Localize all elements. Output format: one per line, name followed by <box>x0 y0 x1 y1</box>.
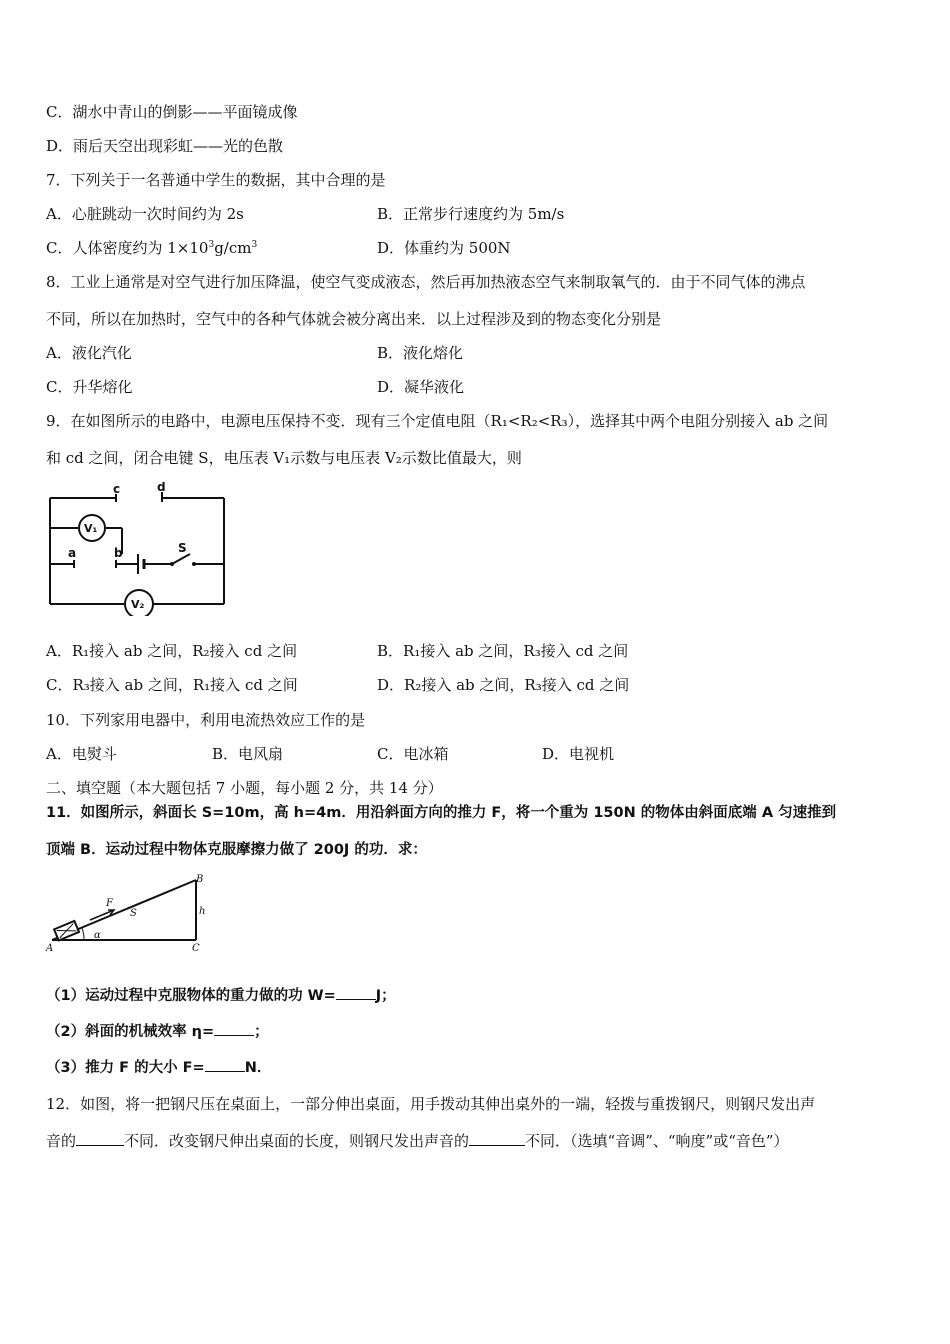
q10-stem: 10．下列家用电器中，利用电流热效应工作的是 <box>46 711 366 729</box>
incline-diagram <box>44 870 214 954</box>
q8-option-a: A．液化汽化 <box>46 344 132 362</box>
q11-p2-text: （2）斜面的机械效率 η= <box>46 1024 215 1040</box>
point-b-label: B <box>196 874 204 885</box>
q11-p1-blank[interactable] <box>336 985 376 1000</box>
circuit-diagram <box>44 482 234 616</box>
block-icon <box>54 921 79 941</box>
q11-part-1 <box>46 985 396 1006</box>
length-s-label: S <box>130 908 137 919</box>
q9-option-c: C．R₃接入 ab 之间，R₁接入 cd 之间 <box>46 676 298 694</box>
q11-stem-line1: 11．如图所示，斜面长 S=10m，高 h=4m．用沿斜面方向的推力 F，将一个重为 150N 的物体由斜面底端 A 匀速推到 <box>46 805 837 821</box>
q8-option-d: D．凝华液化 <box>377 378 465 396</box>
q12-text-a: 音的 <box>46 1132 77 1150</box>
q7-c-mid: g/cm <box>214 239 252 257</box>
q12-stem-line2 <box>46 1131 789 1151</box>
q12-blank-1[interactable] <box>76 1131 124 1146</box>
terminal-c-label: c <box>113 482 121 496</box>
q12-text-c: 不同．（选填“音调”、“响度”或“音色”） <box>525 1132 789 1150</box>
q11-part-2 <box>46 1021 269 1042</box>
q11-p3-text: （3）推力 F 的大小 F= <box>46 1060 205 1076</box>
q7-option-d: D．体重约为 500N <box>377 239 511 257</box>
v1-label: V₁ <box>84 522 98 535</box>
q12-text-b: 不同．改变钢尺伸出桌面的长度，则钢尺发出声音的 <box>124 1132 470 1150</box>
q9-stem-line2: 和 cd 之间，闭合电键 S，电压表 V₁示数与电压表 V₂示数比值最大，则 <box>46 449 522 467</box>
q7-c-exp: 3 <box>208 240 215 250</box>
q8-option-b: B．液化熔化 <box>377 344 464 362</box>
q10-option-a: A．电熨斗 <box>46 745 117 763</box>
terminal-b-label: b <box>114 546 123 560</box>
q10-option-b: B．电风扇 <box>212 745 284 763</box>
q12-stem-line1: 12．如图，将一把钢尺压在桌面上，一部分伸出桌面，用手拨动其伸出桌外的一端，轻拨与重拨钢尺，则钢尺发出声 <box>46 1095 816 1113</box>
q9-stem-line1: 9．在如图所示的电路中，电源电压保持不变．现有三个定值电阻（R₁<R₂<R₃），选择其中两个电阻分别接入 ab 之间 <box>46 412 829 430</box>
q7-option-c <box>46 238 257 258</box>
v2-label: V₂ <box>131 598 145 611</box>
switch-s-label: S <box>178 541 187 555</box>
q8-stem-line2: 不同，所以在加热时，空气中的各种气体就会被分离出来．以上过程涉及到的物态变化分别是 <box>46 310 662 328</box>
angle-alpha-label: α <box>94 930 101 941</box>
q11-p2-blank[interactable] <box>214 1021 254 1036</box>
q7-option-a: A．心脏跳动一次时间约为 2s <box>46 205 244 223</box>
q10-option-d: D．电视机 <box>542 745 615 763</box>
point-a-label: A <box>46 943 54 954</box>
q9-option-a: A．R₁接入 ab 之间，R₂接入 cd 之间 <box>46 642 298 660</box>
q8-option-c: C．升华熔化 <box>46 378 133 396</box>
q6-option-c: C．湖水中青山的倒影——平面镜成像 <box>46 103 298 121</box>
q11-stem-line2: 顶端 B．运动过程中物体克服摩擦力做了 200J 的功．求： <box>46 842 427 858</box>
q6-option-d: D．雨后天空出现彩虹——光的色散 <box>46 137 284 155</box>
q11-p3-blank[interactable] <box>205 1057 245 1072</box>
q11-p1-text: （1）运动过程中克服物体的重力做的功 W= <box>46 988 336 1004</box>
section-2-heading: 二、填空题（本大题包括 7 小题，每小题 2 分，共 14 分） <box>46 779 443 797</box>
q9-option-b: B．R₁接入 ab 之间，R₃接入 cd 之间 <box>377 642 629 660</box>
terminal-a-label: a <box>68 546 77 560</box>
q11-part-3 <box>46 1057 271 1078</box>
q11-p2-end: ； <box>254 1024 269 1040</box>
q7-c-pre: C．人体密度约为 1×10 <box>46 239 209 257</box>
q7-option-b: B．正常步行速度约为 5m/s <box>377 205 565 223</box>
q7-c-exp2: 3 <box>251 240 258 250</box>
q11-p3-unit: N． <box>244 1060 272 1076</box>
q9-option-d: D．R₂接入 ab 之间，R₃接入 cd 之间 <box>377 676 630 694</box>
q12-blank-2[interactable] <box>469 1131 525 1146</box>
point-c-label: C <box>192 943 200 954</box>
terminal-d-label: d <box>157 482 166 494</box>
height-h-label: h <box>199 906 206 917</box>
q11-p1-unit: J； <box>375 988 396 1004</box>
force-f-label: F <box>106 898 113 909</box>
q10-option-c: C．电冰箱 <box>377 745 449 763</box>
q8-stem-line1: 8．工业上通常是对空气进行加压降温，使空气变成液态，然后再加热液态空气来制取氧气的．由于不同气体的沸点 <box>46 273 806 291</box>
q7-stem: 7．下列关于一名普通中学生的数据，其中合理的是 <box>46 171 386 189</box>
